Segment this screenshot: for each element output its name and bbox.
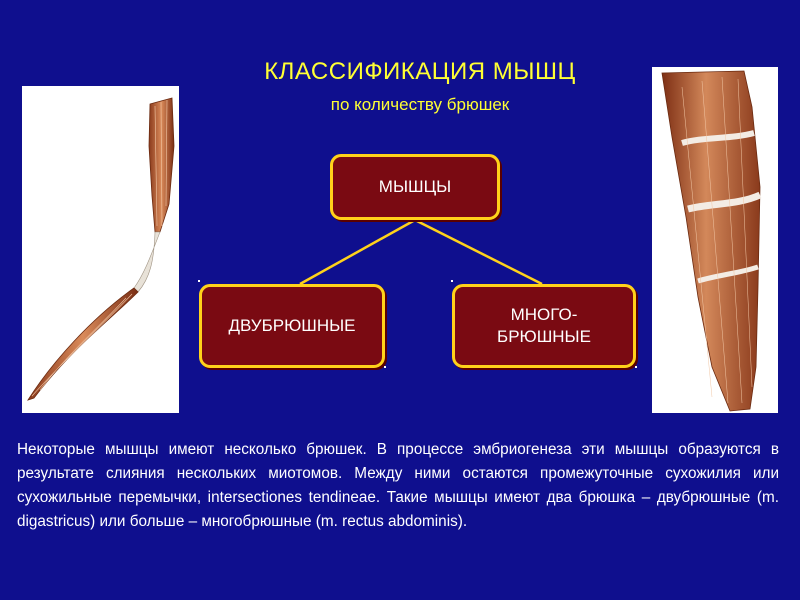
connector-left [300,220,415,284]
selection-handle [635,366,637,368]
box-multibelly [452,284,636,368]
box-multibelly-label [497,304,591,348]
description-paragraph: Некоторые мышцы имеют несколько брюшек. В процессе эмбриогенеза эти мышцы образуются в результате слияния нескольких миотомов. Между ними остаются промежуточные сухожилия или сухожильные перемычки, intersectiones tendineae. Такие мышцы имеют два брюшка – двубрюшные (m. digastricus) или больше – многобрюшные (m. rectus abdominis). [17,441,779,530]
box-multibelly-line1: МНОГО- [510,305,578,324]
selection-handle [451,280,453,282]
box-digastric-label: ДВУБРЮШНЫЕ [228,316,356,335]
box-digastric [199,284,385,368]
connector-right [415,220,542,284]
box-multibelly-line2: БРЮШНЫЕ [497,327,591,346]
root-box-label: МЫШЦЫ [378,177,452,196]
slide-subtitle: по количеству брюшек [330,95,510,114]
slide-title: КЛАССИФИКАЦИЯ МЫШЦ [264,58,576,85]
root-box-muscles [330,154,500,220]
selection-handle [384,366,386,368]
selection-handle [198,280,200,282]
